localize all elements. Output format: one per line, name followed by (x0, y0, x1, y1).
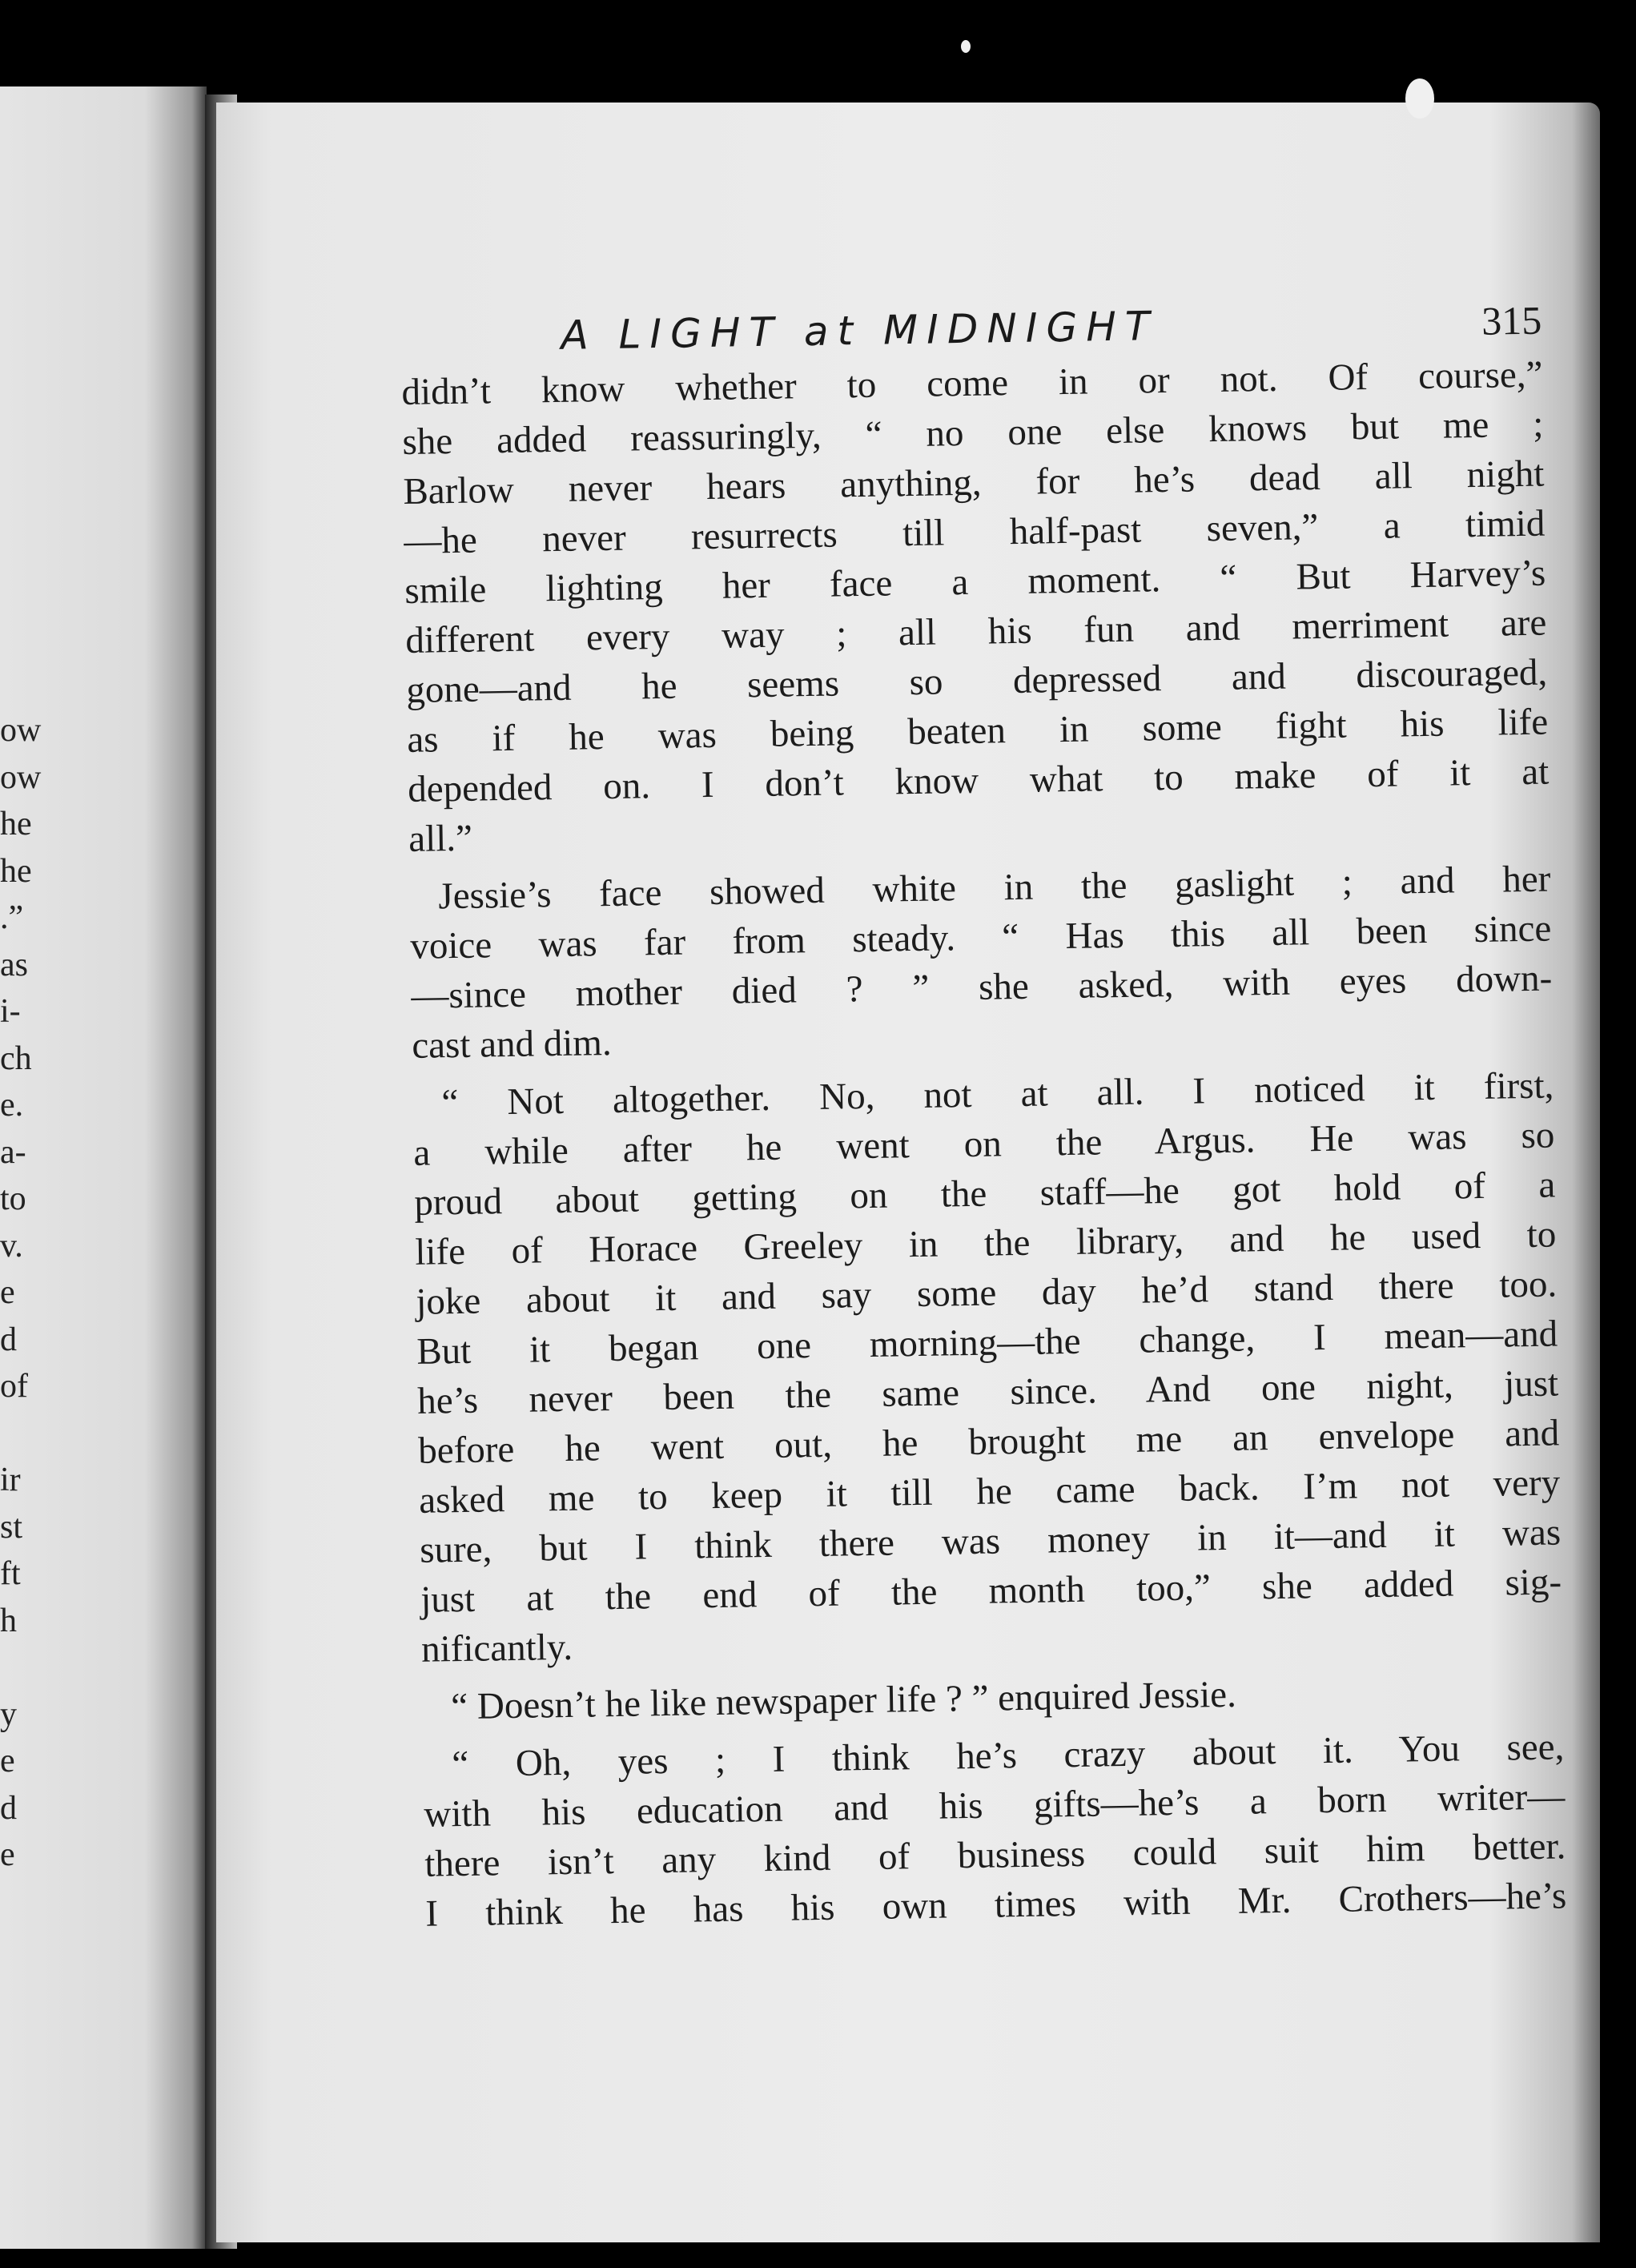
previous-page-fragment: d (0, 1321, 17, 1358)
running-head (400, 297, 1542, 361)
previous-page-fragment: ir (0, 1462, 21, 1498)
text-line: as if he was being beaten in some fight his life (406, 701, 1549, 761)
text-line: asked me to keep it till he came back. I’m not very (418, 1462, 1561, 1522)
previous-page-fragment: a- (0, 1133, 26, 1171)
page-content (400, 297, 1567, 1939)
text-line: just at the end of the month too,” she added sig- (420, 1561, 1562, 1621)
previous-page-fragment: .” (0, 899, 24, 936)
previous-page-edge (0, 86, 207, 2249)
previous-page-fragment: he (0, 806, 32, 842)
page-number: 315 (1481, 297, 1542, 344)
text-line: she added reassuringly, “ no one else knows but me ; (402, 403, 1544, 463)
previous-page-fragment: ch (0, 1040, 32, 1077)
text-line: “ Oh, yes ; I think he’s crazy about it. You see, (452, 1726, 1565, 1786)
text-line: he’s never been the same since. And one night, just (416, 1362, 1559, 1422)
text-line: with his education and his gifts—he’s a born writer— (424, 1775, 1566, 1836)
text-line: didn’t know whether to come in or not. Of course,” (401, 353, 1543, 413)
previous-page-fragment: i- (0, 993, 21, 1030)
text-line: Barlow never hears anything, for he’s dead all night (403, 452, 1545, 513)
text-line: cast and dim. (411, 1021, 613, 1067)
text-line: sure, but I think there was money in it—and it was (419, 1511, 1562, 1571)
body-text (401, 350, 1567, 1939)
scan-speck (1405, 78, 1434, 119)
text-line: smile lighting her face a moment. “ But Harvey’s (404, 552, 1546, 612)
text-line: a while after he went on the Argus. He was so (413, 1114, 1555, 1174)
previous-page-fragment: as (0, 946, 28, 983)
previous-page-fragment: ft (0, 1555, 21, 1592)
running-title: A LIGHT at MIDNIGHT (560, 303, 1159, 359)
previous-page-fragment: of (0, 1368, 28, 1405)
previous-page-fragment: d (0, 1789, 17, 1827)
text-line: voice was far from steady. “ Has this all been since (409, 907, 1552, 967)
text-line: Jessie’s face showed white in the gaslight ; and her (438, 858, 1551, 918)
text-line: I think he has his own times with Mr. Crothers—he’s (424, 1875, 1567, 1935)
text-line: “ Not altogether. No, not at all. I noticed it first, (441, 1064, 1554, 1124)
previous-page-fragment: v. (0, 1227, 23, 1265)
previous-page-fragment: e. (0, 1087, 24, 1124)
text-line: proud about getting on the staff—he got hold of a (414, 1164, 1556, 1224)
text-line: joke about it and say some day he’d stand there too. (415, 1263, 1558, 1323)
previous-page-fragment: st (0, 1508, 23, 1546)
previous-page-fragment: e (0, 1743, 15, 1779)
text-line: there isn’t any kind of business could suit him better. (424, 1825, 1566, 1885)
previous-page-fragment: e (0, 1274, 15, 1311)
text-line: life of Horace Greeley in the library, and he used to (414, 1213, 1557, 1273)
previous-page-fragment: h (0, 1602, 17, 1639)
text-line: —he never resurrects till half-past seven,” a timid (404, 502, 1546, 562)
book-page (216, 103, 1600, 2242)
text-line: depended on. I don’t know what to make of it at (407, 750, 1550, 810)
text-line: But it began one morning—the change, I mean—and (416, 1313, 1558, 1373)
text-line: all.” (408, 817, 473, 860)
previous-page-fragment: he (0, 852, 32, 890)
previous-page-fragment: to (0, 1180, 26, 1217)
text-line: —since mother died ? ” she asked, with eyes down- (410, 957, 1553, 1017)
text-line: gone—and he seems so depressed and discouraged, (405, 651, 1548, 711)
previous-page-fragment: ow (0, 758, 42, 796)
text-line: nificantly. (420, 1626, 573, 1671)
text-line: different every way ; all his fun and merriment are (404, 601, 1547, 662)
previous-page-fragment: ow (0, 712, 42, 749)
previous-page-fragment: e (0, 1836, 15, 1873)
previous-page-fragment: y (0, 1695, 17, 1733)
scan-speck (961, 40, 971, 53)
text-line: “ Doesn’t he like newspaper life ? ” enquired Jessie. (450, 1673, 1237, 1728)
text-line: before he went out, he brought me an envelope and (417, 1412, 1560, 1472)
